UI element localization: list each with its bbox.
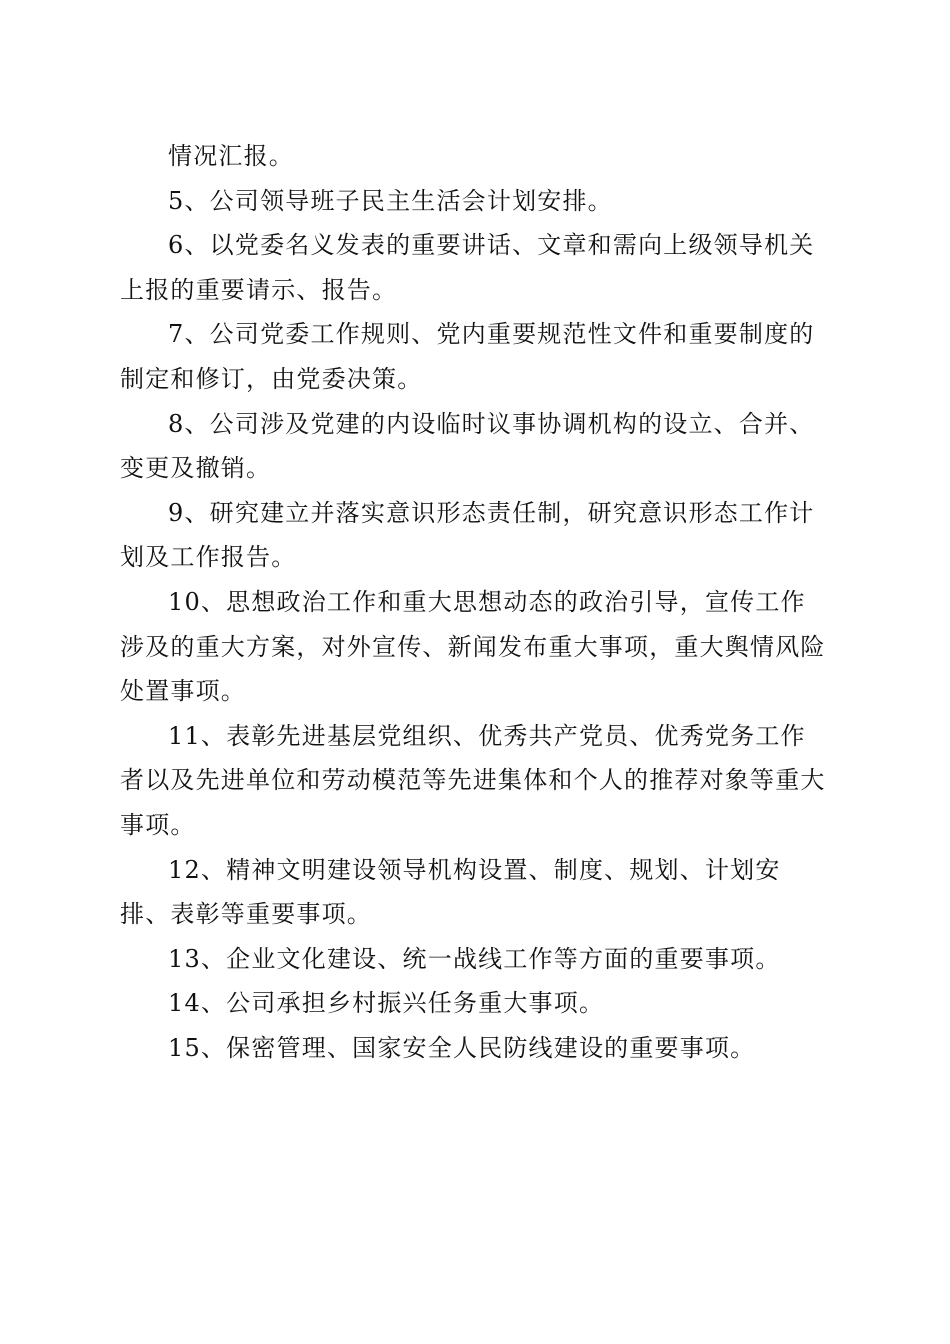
paragraph-item-8: 8、公司涉及党建的内设临时议事协调机构的设立、合并、变更及撤销。: [120, 409, 815, 483]
paragraph-item-12: 12、精神文明建设领导机构设置、制度、规划、计划安排、表彰等重要事项。: [120, 855, 781, 929]
paragraph-item-14: 14、公司承担乡村振兴任务重大事项。: [168, 989, 605, 1018]
paragraph-item-13: 13、企业文化建设、统一战线工作等方面的重要事项。: [168, 944, 781, 973]
paragraph-item-5: 5、公司领导班子民主生活会计划安排。: [168, 186, 613, 215]
paragraph-item-10: 10、思想政治工作和重大思想动态的政治引导，宣传工作涉及的重大方案，对外宣传、新闻发布重大事项，重大舆情风险处置事项。: [120, 587, 826, 706]
paragraph-item-6: 6、以党委名义发表的重要讲话、文章和需向上级领导机关上报的重要请示、报告。: [120, 231, 815, 304]
paragraph-item-15: 15、保密管理、国家安全人民防线建设的重要事项。: [168, 1033, 756, 1062]
paragraph-item-11: 11、表彰先进基层党组织、优秀共产党员、优秀党务工作者以及先进单位和劳动模范等先进集体和个人的推荐对象等重大事项。: [120, 721, 826, 839]
paragraph-continuation: 情况汇报。: [168, 142, 294, 170]
paragraph-item-7: 7、公司党委工作规则、党内重要规范性文件和重要制度的制定和修订，由党委决策。: [120, 320, 815, 393]
document-body: [120, 134, 830, 1070]
paragraph-item-9: 9、研究建立并落实意识形态责任制，研究意识形态工作计划及工作报告。: [120, 498, 815, 572]
